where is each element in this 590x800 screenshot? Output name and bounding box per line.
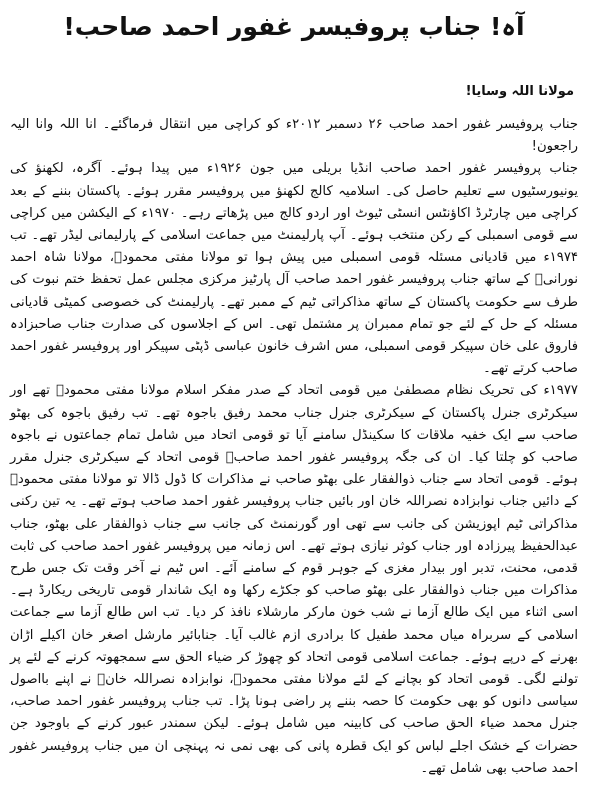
paragraph: جناب پروفیسر غفور احمد صاحب انڈیا بریلی میں جون ۱۹۲۶ء میں پیدا ہوئے۔ آگرہ، لکھنؤ کی یونیورسٹیوں سے تعلیم حاصل کی۔ اسلامیہ کالج لکھنؤ میں پروفیسر مقرر ہوئے۔ پاکستان بننے کے بعد کراچی میں چارٹرڈ اکاؤنٹس انسٹی ٹیوٹ اور اردو کالج میں پڑھاتے رہے۔ ۱۹۷۰ء کے الیکشن میں کراچی سے قومی اسمبلی کے رکن منتخب ہوئے۔ آپ پارلیمنٹ میں جماعت اسلامی کے پارلیمانی لیڈر تھے۔ تب ۱۹۷۴ء میں قادیانی مسئلہ قومی اسمبلی میں پیش ہوا تو مولانا مفتی محمودؒ، مولانا شاہ احمد نورانیؒ کے ساتھ جناب پروفیسر غفور احمد صاحب آل پارٹیز مرکزی مجلس عمل تحفظ ختم نبوت کی طرف سے حکومت پاکستان کے ساتھ مذاکراتی ٹیم کے ممبر تھے۔ پارلیمنٹ کی خصوصی کمیٹی قادیانی مسئلہ کے حل کے لئے جو تمام ممبران پر مشتمل تھی۔ اس کے اجلاسوں کی صدارت جناب صاحبزادہ فاروق علی خان سپیکر قومی اسمبلی، مس اشرف خانون عباسی ڈپٹی سپیکر اور پروفیسر غفور احمد صاحب کرتے تھے۔ xyxy=(10,161,578,377)
author-name: مولانا اللہ وسایا! xyxy=(465,84,574,99)
article-body xyxy=(10,114,578,780)
article-title: آہ! جناب پروفیسر غفور احمد صاحب! xyxy=(63,12,525,41)
paragraph: ۱۹۷۷ء کی تحریک نظام مصطفیٰ میں قومی اتحاد کے صدر مفکر اسلام مولانا مفتی محمودؒ تھے اور سیکرٹری جنرل پاکستان کے سیکرٹری جنرل جناب محمد رفیق باجوہ تھے۔ تب رفیق باجوہ کی بھٹو صاحب سے ایک خفیہ ملاقات کا سکینڈل سامنے آیا تو قومی اتحاد میں شامل تمام جماعتوں نے باجوہ صاحب کو چلتا کیا۔ ان کی جگہ پروفیسر غفور احمد صاحبؒ قومی اتحاد کے سیکرٹری جنرل مقرر ہوئے۔ قومی اتحاد سے جناب ذوالفقار علی بھٹو صاحب نے مذاکرات کا ڈول ڈالا تو مولانا مفتی محمودؒ کے دائیں جناب نوابزادہ نصراللہ خان اور بائیں جناب پروفیسر غفور احمد صاحب ہوتے تھے۔ یہ تین رکنی مذاکراتی ٹیم اپوزیشن کی جانب سے تھی اور گورنمنٹ کی جانب سے جناب ذوالفقار علی بھٹو، جناب عبدالحفیظ پیرزادہ اور جناب کوثر نیازی ہوتے تھے۔ اس زمانہ میں پروفیسر غفور احمد صاحب کی ثابت قدمی، محنت، تدبر اور بیدار مغزی کے جوہر قوم کے سامنے آئے۔ اس ٹیم نے آخر وقت تک جس طرح مذاکرات میں جناب ذوالفقار علی بھٹو صاحب کو جکڑے رکھا وہ ایک شاندار قومی تاریخی ریکارڈ ہے۔ اسی اثناء میں ایک طالع آزما نے شب خون مارکر مارشلاء نافذ کر دیا۔ تب اس طالع آزما سے جماعت اسلامی کے سربراہ میاں محمد طفیل کا برادری ازم غالب آیا۔ جنابائیر مارشل اصغر خان اکیلے اڑان بھرنے کے درپے ہوئے۔ جماعت اسلامی قومی اتحاد کو چھوڑ کر ضیاء الحق سے سمجھوتہ کرنے کے لئے پر تولنے لگی۔ قومی اتحاد کو بچانے کے لئے مولانا مفتی محمودؒ، نوابزادہ نصراللہ خانؒ نے اپنے بااصول سیاسی دانوں کو بھی حکومت کا حصہ بننے پر راضی ہونا پڑا۔ تب جناب پروفیسر غفور احمد صاحب، جنرل محمد ضیاء الحق صاحب کی کابینہ میں شامل ہوئے۔ لیکن سمندر عبور کرنے کے باوجود جن حضرات کے خشک اجلے لباس کو ایک قطرہ پانی کی بھی نمی نہ پہنچی ان میں جناب پروفیسر غفور احمد صاحب بھی شامل تھے۔ xyxy=(10,383,578,776)
paragraph: جناب پروفیسر غفور احمد صاحب ۲۶ دسمبر ۲۰۱۲ء کو کراچی میں انتقال فرماگئے۔ انا اللہ وانا الیہ راجعون! xyxy=(10,117,579,155)
